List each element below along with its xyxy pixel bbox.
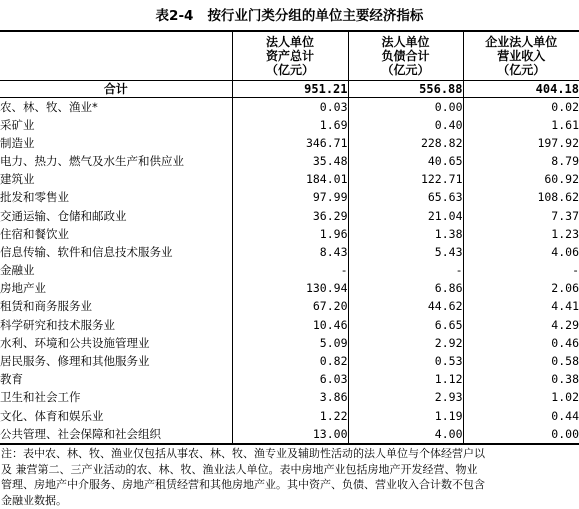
table-row xyxy=(0,370,579,388)
industry-name: 交通运输、仓储和邮政业 xyxy=(0,208,127,223)
assets-value: 0.82 xyxy=(232,352,348,370)
liabilities-value: 4.00 xyxy=(348,425,463,444)
assets-value: 13.00 xyxy=(232,425,348,444)
assets-value: 0.03 xyxy=(232,97,348,116)
liabilities-value: 0.40 xyxy=(348,116,463,134)
table-row xyxy=(0,425,579,444)
table-row xyxy=(0,407,579,425)
assets-value: 346.71 xyxy=(232,134,348,152)
assets-value: - xyxy=(232,261,348,279)
table-row xyxy=(0,152,579,170)
revenue-value: 0.38 xyxy=(463,370,579,388)
liabilities-value: 1.12 xyxy=(348,370,463,388)
assets-value: 1.22 xyxy=(232,407,348,425)
industry-name: 批发和零售业 xyxy=(0,190,69,205)
industry-name: 农、林、牧、渔业* xyxy=(0,99,98,114)
table-number: 表2-4 xyxy=(155,8,194,24)
assets-value: 10.46 xyxy=(232,316,348,334)
header-corner xyxy=(0,31,232,80)
header-revenue: 企业法人单位 营业收入 （亿元） xyxy=(463,31,579,80)
assets-value: 97.99 xyxy=(232,188,348,206)
industry-name: 科学研究和技术服务业 xyxy=(0,317,115,332)
revenue-value: 4.29 xyxy=(463,316,579,334)
revenue-value: 197.92 xyxy=(463,134,579,152)
industry-name: 居民服务、修理和其他服务业 xyxy=(0,354,150,369)
revenue-value: 4.41 xyxy=(463,297,579,315)
note-line: 注：表中农、林、牧、渔业仅包括从事农、林、牧、渔专业及辅助性活动的法人单位与个体经营户以 xyxy=(1,447,485,460)
table-note xyxy=(1,446,578,508)
table-row xyxy=(0,334,579,352)
revenue-value: 0.46 xyxy=(463,334,579,352)
revenue-value: 2.06 xyxy=(463,279,579,297)
industry-name: 教育 xyxy=(0,372,23,387)
table-row xyxy=(0,134,579,152)
liabilities-value: 122.71 xyxy=(348,170,463,188)
industry-name: 卫生和社会工作 xyxy=(0,390,81,405)
total-row xyxy=(0,80,579,97)
liabilities-value: 40.65 xyxy=(348,152,463,170)
revenue-value: 4.06 xyxy=(463,243,579,261)
liabilities-value: 2.92 xyxy=(348,334,463,352)
revenue-value: 1.23 xyxy=(463,225,579,243)
table-title xyxy=(0,6,579,26)
assets-value: 130.94 xyxy=(232,279,348,297)
revenue-value: 1.02 xyxy=(463,388,579,406)
industry-name: 金融业 xyxy=(0,263,35,278)
revenue-value: - xyxy=(463,261,579,279)
liabilities-value: 5.43 xyxy=(348,243,463,261)
industry-name: 采矿业 xyxy=(0,117,35,132)
liabilities-value: 0.53 xyxy=(348,352,463,370)
liabilities-value: 6.65 xyxy=(348,316,463,334)
liabilities-value: 1.19 xyxy=(348,407,463,425)
assets-value: 8.43 xyxy=(232,243,348,261)
industry-name: 住宿和餐饮业 xyxy=(0,226,69,241)
assets-value: 1.69 xyxy=(232,116,348,134)
revenue-value: 8.79 xyxy=(463,152,579,170)
assets-value: 5.09 xyxy=(232,334,348,352)
liabilities-value: 44.62 xyxy=(348,297,463,315)
industry-name: 电力、热力、燃气及水生产和供应业 xyxy=(0,153,184,168)
total-assets: 951.21 xyxy=(232,80,348,97)
table-row xyxy=(0,188,579,206)
revenue-value: 0.58 xyxy=(463,352,579,370)
assets-value: 67.20 xyxy=(232,297,348,315)
liabilities-value: 1.38 xyxy=(348,225,463,243)
table-row xyxy=(0,297,579,315)
revenue-value: 1.61 xyxy=(463,116,579,134)
assets-value: 35.48 xyxy=(232,152,348,170)
table-row xyxy=(0,116,579,134)
industry-name: 房地产业 xyxy=(0,281,46,296)
industry-name: 文化、体育和娱乐业 xyxy=(0,408,104,423)
total-liabilities: 556.88 xyxy=(348,80,463,97)
statistics-table xyxy=(0,30,579,445)
header-assets: 法人单位 资产总计 （亿元） xyxy=(232,31,348,80)
total-label: 合计 xyxy=(0,80,232,97)
table-row xyxy=(0,225,579,243)
revenue-value: 0.00 xyxy=(463,425,579,444)
table-row xyxy=(0,243,579,261)
revenue-value: 0.44 xyxy=(463,407,579,425)
industry-name: 制造业 xyxy=(0,135,35,150)
industry-name: 水利、环境和公共设施管理业 xyxy=(0,335,150,350)
revenue-value: 60.92 xyxy=(463,170,579,188)
liabilities-value: 6.86 xyxy=(348,279,463,297)
total-revenue: 404.18 xyxy=(463,80,579,97)
table-row xyxy=(0,97,579,116)
note-line: 及 兼营第二、三产业活动的农、林、牧、渔业法人单位。表中房地产业包括房地产开发经营、物业 xyxy=(1,462,478,476)
table-title-text: 按行业门类分组的单位主要经济指标 xyxy=(207,8,424,24)
revenue-value: 7.37 xyxy=(463,206,579,224)
note-line: 金融业数据。 xyxy=(1,493,67,507)
liabilities-value: 2.93 xyxy=(348,388,463,406)
assets-value: 36.29 xyxy=(232,206,348,224)
table-row xyxy=(0,206,579,224)
header-row xyxy=(0,31,579,80)
note-line: 管理、房地产中介服务、房地产租赁经营和其他房地产业。其中资产、负债、营业收入合计数不包含 xyxy=(1,478,485,491)
liabilities-value: 228.82 xyxy=(348,134,463,152)
table-row xyxy=(0,352,579,370)
assets-value: 184.01 xyxy=(232,170,348,188)
assets-value: 3.86 xyxy=(232,388,348,406)
revenue-value: 108.62 xyxy=(463,188,579,206)
liabilities-value: 21.04 xyxy=(348,206,463,224)
header-liabilities: 法人单位 负债合计 （亿元） xyxy=(348,31,463,80)
industry-name: 租赁和商务服务业 xyxy=(0,299,92,314)
industry-name: 建筑业 xyxy=(0,172,35,187)
table-row xyxy=(0,279,579,297)
liabilities-value: 0.00 xyxy=(348,97,463,116)
revenue-value: 0.02 xyxy=(463,97,579,116)
assets-value: 1.96 xyxy=(232,225,348,243)
liabilities-value: - xyxy=(348,261,463,279)
table-row xyxy=(0,388,579,406)
liabilities-value: 65.63 xyxy=(348,188,463,206)
table-row xyxy=(0,170,579,188)
table-row xyxy=(0,261,579,279)
industry-name: 信息传输、软件和信息技术服务业 xyxy=(0,244,173,259)
table-row xyxy=(0,316,579,334)
assets-value: 6.03 xyxy=(232,370,348,388)
industry-rows xyxy=(0,97,579,444)
industry-name: 公共管理、社会保障和社会组织 xyxy=(0,425,232,444)
